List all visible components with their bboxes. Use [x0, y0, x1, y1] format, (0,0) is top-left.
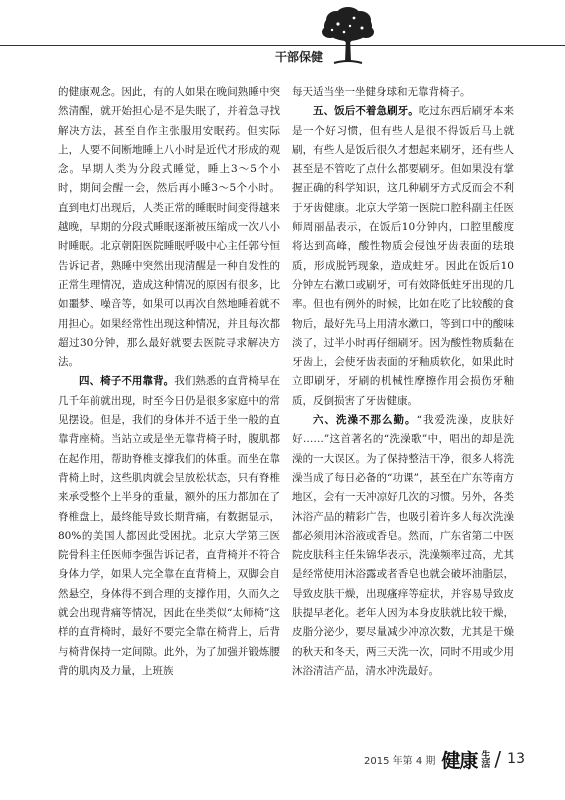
left-column: [58, 83, 280, 723]
page-number: 13: [507, 751, 525, 767]
section-label: 干部保健: [250, 48, 326, 65]
page-footer: [364, 744, 525, 774]
right-column: [292, 83, 514, 723]
paragraph-text: 我们熟悉的直背椅早在几千年前就出现，时至今日仍是很多家庭中的常见摆设。但是，我们的身体并不适于坐一般的直靠背座椅。当站立或是坐无靠背椅子时，腹肌都在起作用，帮助脊椎支撑我们的体重。而坐在靠背椅上时，这些肌肉就会呈放松状态，只有脊椎来承受整个上半身的重量，额外的压力都加在了脊椎盘上，最终能导致长期背痛，有数据显示，80%的美国人都因此受困扰。北京大学第三医院骨科主任医师李强告诉记者，直背椅并不符合身体力学，如果人完全靠在直背椅上，双脚会自然悬空，身体得不到合理的支撑作用，久而久之就会出现背痛等情况，因此在坐类似“太师椅”这样的直背椅时，最好不要完全靠在椅背上，后背与椅背保持一定间隙。此外，为了加强并锻炼腰背的肌肉及力量，上班族: [58, 375, 280, 677]
paragraph: 每天适当坐一坐健身球和无靠背椅子。: [292, 86, 471, 98]
page-header: [0, 0, 565, 78]
magazine-logo: 健康: [441, 749, 478, 772]
paragraph: 的健康观念。因此，有的人如果在晚间熟睡中突然清醒，就开始担心是不是失眠了，并着急寻找解决方法，甚至自作主张服用安眠药。但实际上，人要不间断地睡上八小时是近代才形成的观念。早期人类为分段式睡觉，睡上3～5个小时，期间会醒一会，然后再小睡3～5个小时。直到电灯出现后，人类正常的睡眠时间变得越来越晚，早期的分段式睡眠逐渐被压缩成一次八小时睡眠。北京朝阳医院睡眠呼吸中心主任郭兮恒告诉记者，熟睡中突然出现清醒是一种自发性的正常生理情况，造成这种情况的原因有很多，比如噩梦、噪音等，如果可以再次自然地睡着就不用担心。如果经常性出现这种情况，并且每次都超过30分钟，那么最好就要去医院寻求解决方法。: [58, 86, 280, 369]
issue-label: 2015 年第 4 期: [364, 755, 436, 767]
magazine-logo-sub: 生活: [479, 750, 490, 768]
paragraph-text: “我爱洗澡，皮肤好好……”这首著名的“洗澡歌”中，唱出的却是洗澡的一大误区。为了保持整洁干净，很多人将洗澡当成了每日必备的“功课”，甚至在广东等南方地区，会有一天冲凉好几次的习惯。另外，各类沐浴产品的精彩广告，也吸引着许多人每次洗澡都必须用沐浴液或香皂。然而，广东省第二中医院皮肤科主任朱锦华表示，洗澡频率过高，尤其是经常使用沐浴露或者香皂也就会破坏油脂层，导致皮肤干燥，出现瘙痒等症状，并容易导致皮肤提早老化。老年人因为本身皮肤就比较干燥，皮脂分泌少，要尽量减少冲凉次数，尤其是干燥的秋天和冬天，两三天洗一次，同时不用或少用沐浴清洁产品，清水冲洗最好。: [292, 414, 514, 677]
header-rule: [0, 45, 565, 46]
separator: /: [494, 747, 502, 771]
section-heading: 六、洗澡不那么勤。: [313, 414, 417, 427]
paragraph: [292, 102, 514, 411]
section-heading: 五、饭后不着急刷牙。: [313, 105, 419, 118]
paragraph: [58, 372, 280, 681]
paragraph-text: 吃过东西后刷牙本来是一个好习惯，但有些人是很不得饭后马上就刷，有些人是饭后很久才想起来刷牙，还有些人甚至是不管吃了点什么都要刷牙。但如果没有掌握正确的科学知识，这几种刷牙方式反而会不利于牙齿健康。北京大学第一医院口腔科副主任医师周丽晶表示，在饭后10分钟内，口腔里酸度将达到高峰，酸性物质会侵蚀牙齿表面的珐琅质，形成脱钙现象，造成蛀牙。因此在饭后10分钟左右漱口或刷牙，可有效降低蛀牙出现的几率。但也有例外的时候，比如在吃了比较酸的食物后，最好先马上用清水漱口，等到口中的酸味淡了，过半小时再仔细刷牙。因为酸性物质黏在牙齿上，会使牙齿表面的牙釉质软化，如果此时立即刷牙，牙刷的机械性摩擦作用会损伤牙釉质，反倒损害了牙齿健康。: [292, 105, 514, 407]
section-heading: 四、椅子不用靠背。: [79, 375, 175, 388]
paragraph: [292, 411, 514, 681]
tree-icon: [320, 6, 376, 68]
